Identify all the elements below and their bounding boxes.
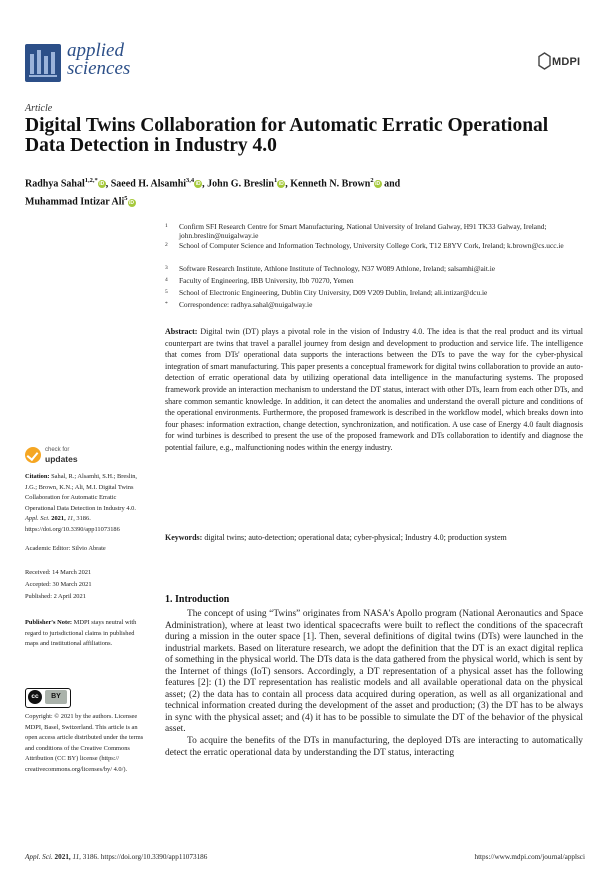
abstract bbox=[165, 326, 583, 454]
author-name[interactable]: Muhammad Intizar Ali bbox=[25, 196, 125, 208]
affiliation-item: 1 Confirm SFI Research Centre for Smart Manufacturing, National University of Ireland Galway, H91 TK33 Galway, Ireland; john.breslin@nuigalway.ie bbox=[165, 222, 547, 241]
journal-logo bbox=[25, 44, 61, 82]
orcid-icon[interactable]: iD bbox=[99, 181, 105, 188]
received-date: Received: 14 March 2021 bbox=[25, 569, 92, 576]
article-type: Article bbox=[25, 103, 53, 114]
orcid-icon[interactable]: iD bbox=[375, 181, 381, 188]
orcid-icon[interactable]: iD bbox=[129, 199, 135, 206]
author-name[interactable]: Radhya Sahal bbox=[25, 178, 85, 190]
cc-license-badge[interactable] bbox=[25, 688, 71, 708]
affiliation-item: 3 Software Research Institute, Athlone Institute of Technology, N37 W089 Athlone, Ireland; salsamhi@ait.ie bbox=[165, 264, 496, 273]
published-date: Published: 2 April 2021 bbox=[25, 593, 86, 600]
correspondence: * Correspondence: radhya.sahal@nuigalway.ie bbox=[165, 300, 313, 309]
mdpi-logo: MDPI bbox=[538, 52, 584, 74]
footer-citation: Appl. Sci. 2021, 11, 3186. https://doi.org/10.3390/app11073186 bbox=[25, 853, 208, 861]
citation-doi-link[interactable]: 3186. https://doi.org/10.3390/app11073186 bbox=[25, 515, 120, 533]
paragraph: To acquire the benefits of the DTs in manufacturing, the deployed DTs are interacting to automatically detect the erratic operational data by understanding the DT status, interacting bbox=[165, 736, 583, 758]
abstract-text: Digital twin (DT) plays a pivotal role in the vision of Industry 4.0. The idea is that the real product and its virtual counterpart are twins that travel a parallel journey from design and development to production and service life. The intelligence that comes from DTs' operational data supports the interactions between the DTs to pave the way for the cyber-physical integration of smart manufacturing. This paper presents a conceptual framework for digital twins collaboration to provide an auto-detection of erratic operational data by utilizing operational data intelligence in the manufacturing systems. The proposed framework provide an interaction mechanism to understand the DT status, interact with other DTs, learn from each other DTs, and share common semantic knowledge. In addition, it can detect the anomalies and understand the overall picture and conditions of the operational environments. Furthermore, the proposed framework is described in the workflow model, which breaks down into four phases: information extraction, change detection, synchronization, and notification. A use case of Energy 4.0 fault diagnosis for wind turbines is described to present the use of the proposed framework and DTs collaboration to identify and diagnose the potential failure, e.g., malfunctioning nodes within the energy industry. bbox=[165, 327, 584, 452]
author-name[interactable]: Kenneth N. Brown bbox=[290, 178, 371, 190]
academic-editor: Academic Editor: Silvio Abrate bbox=[25, 545, 106, 552]
citation: Citation: Sahal, R.; Alsamhi, S.H.; Breslin, J.G.; Brown, K.N.; Ali, M.I. Digital Twins Collaboration for Automatic Erratic Operational Data Detection in Industry 4.0. Appl. Sci. 2021, 11, 3186. https://doi.org/10.3390/app11073186 bbox=[25, 473, 138, 533]
by-icon: BY bbox=[45, 690, 67, 704]
introduction-body bbox=[165, 609, 583, 759]
cc-icon: cc bbox=[28, 690, 42, 704]
checkmark-icon bbox=[25, 447, 41, 463]
author-name[interactable]: Saeed H. Alsamhi bbox=[110, 178, 187, 190]
keywords bbox=[165, 532, 583, 544]
abstract-label: Abstract: bbox=[165, 327, 198, 336]
affiliation-item: 4 Faculty of Engineering, IBB University, Ibb 70270, Yemen bbox=[165, 276, 354, 285]
paragraph: The concept of using “Twins” originates from NASA's Apollo program (National Aeronautics and Space Administration), where at least two identical spacecrafts were built to reflect the conditions of the spacecraft during a mission in the outer space [1]. Then, several definitions of digital twins (DTs) were launched in the industrial markets. Based on literature research, we adopt the definition that the DT is an exact digital replica of something in the physical world. The DTs data is the data gathered from the physical world, which is sent by the Internet of things (IoT) sensors. Accordingly, a DT representation of a physical asset has the following features [2]: (1) the DT representation has realistic models and all available operational data on the physical asset; (2) the data has to contain all process data acquired during operation, as well as all organizational and technical information created during the development of the asset and production; (3) the DT has to be always in sync with the physical asset; and (4) it has to be possible to simulate the DT of the behavior of the physical asset. bbox=[165, 609, 583, 735]
footer-doi-link[interactable]: 3186. https://doi.org/10.3390/app11073186 bbox=[82, 853, 208, 861]
orcid-icon[interactable]: iD bbox=[195, 181, 201, 188]
check-for-updates-button[interactable]: check for updates bbox=[25, 446, 85, 468]
author-name[interactable]: John G. Breslin bbox=[207, 178, 274, 190]
publisher-note: Publisher's Note: MDPI stays neutral with regard to jurisdictional claims in published maps and institutional affiliations. bbox=[25, 619, 137, 647]
copyright: Copyright: © 2021 by the authors. Licensee MDPI, Basel, Switzerland. This article is an open access article distributed under the terms and conditions of the Creative Commons Attribution (CC BY) license (https:// creativecommons.org/licenses/by/ 4.0/). bbox=[25, 713, 144, 773]
section-heading: 1. Introduction bbox=[165, 594, 230, 605]
orcid-icon[interactable]: iD bbox=[278, 181, 284, 188]
journal-name: applied sciences bbox=[67, 40, 131, 79]
keywords-text: digital twins; auto-detection; operational data; cyber-physical; Industry 4.0; production system bbox=[204, 533, 507, 542]
keywords-label: Keywords: bbox=[165, 533, 203, 542]
article-title: Digital Twins Collaboration for Automatic Erratic Operational Data Detection in Industry 4.0 bbox=[25, 115, 549, 156]
journal-url-link[interactable]: https://www.mdpi.com/journal/applsci bbox=[474, 853, 585, 861]
affiliation-item: 2 School of Computer Science and Information Technology, University College Cork, T12 E8YV Cork, Ireland; k.brown@cs.ucc.ie bbox=[165, 241, 564, 250]
mdpi-hexagon-icon bbox=[538, 52, 551, 70]
accepted-date: Accepted: 30 March 2021 bbox=[25, 581, 92, 588]
author-list: Radhya Sahal$^{1,2,*}$iD , Saeed H. Alsamhi$^{3,4}$iD , John G. Breslin$^1$iD , Kenneth N. Brown$^2$iD and Muhammad Intizar Ali$^5$iD bbox=[25, 177, 401, 208]
affiliation-item: 5 School of Electronic Engineering, Dublin City University, D09 V209 Dublin, Ireland; ali.intizar@dcu.ie bbox=[165, 288, 488, 297]
